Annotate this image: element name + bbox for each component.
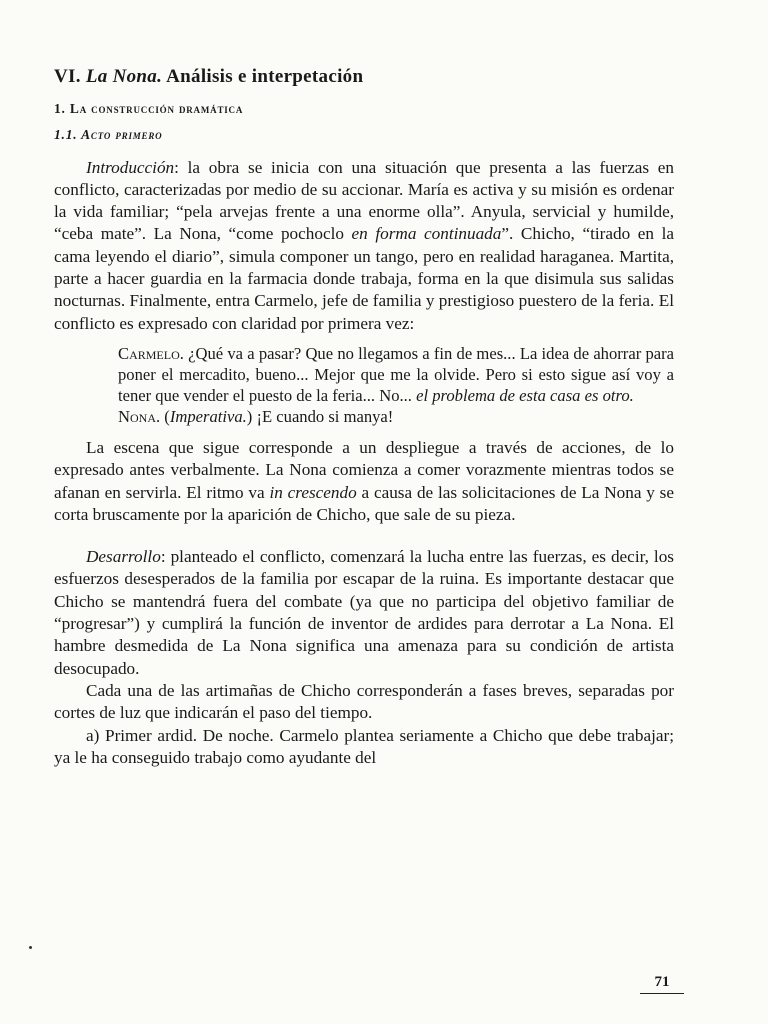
section-title: 1. La construcción dramática bbox=[54, 100, 244, 116]
desarrollo-text: : planteado el conflicto, comenzará la lucha entre las fuerzas, es decir, los esfuerzos desesperados de la familia por escapar de la ruina. Es importante destacar que Chicho se mantendrá fuera del combate (ya que no participa del objetivo familiar de “progresar”) y cumplirá la función de inventor de ardides para derrotar a La Nona. El hambre desmedida de La Nona significa una amenaza para su condición de artista desocupado. bbox=[54, 547, 674, 678]
intro-paragraph bbox=[54, 157, 674, 335]
scene-paragraph bbox=[54, 437, 674, 526]
dialogue-line-carmelo bbox=[118, 343, 674, 406]
chapter-prefix: VI. bbox=[54, 66, 86, 87]
dialogue-line-nona bbox=[118, 406, 674, 427]
margin-dot bbox=[29, 946, 32, 949]
scene-text-italic: in crescendo bbox=[269, 482, 357, 502]
dialogue-quote bbox=[118, 343, 674, 427]
desarrollo-paragraph bbox=[54, 546, 674, 680]
intro-text-b: ”. Chicho, “tirado en la cama leyendo el diario”, simula componer un tango, pero en realidad haraganea. Martita, parte a hacer guardia en la farmacia donde trabaja, forma en la que disimula sus salidas nocturnas. Finalmente, entra Carmelo, jefe de familia y prestigioso puestero de la feria. El conflicto es expresado con claridad por primera vez: bbox=[54, 224, 674, 333]
speaker-nona: Nona. bbox=[118, 406, 161, 426]
intro-label: Introducción bbox=[86, 157, 175, 177]
primer-ardid-paragraph: a) Primer ardid. De noche. Carmelo plantea seriamente a Chicho que debe trabajar; ya le ha conseguido trabajo como ayudante del bbox=[54, 725, 674, 767]
desarrollo-label: Desarrollo bbox=[86, 547, 161, 567]
chapter-title-italic: La Nona. bbox=[85, 66, 163, 87]
scene-text-a: La escena que sigue corresponde a un despliegue a través de acciones, de lo expresado antes verbalmente. La Nona comienza a comer vorazmente mientras todos se afanan en servirla. El ritmo va bbox=[54, 437, 674, 502]
page-number: 71 bbox=[640, 974, 684, 994]
nona-speech-pre: ( bbox=[160, 406, 170, 426]
intro-text-italic: en forma continuada bbox=[351, 224, 502, 244]
speaker-carmelo: Carmelo. bbox=[118, 343, 184, 363]
carmelo-speech: ¿Qué va a pasar? Que no llegamos a fin de mes... La idea de ahorrar para poner el mercadito, bueno... Mejor que me la olvide. Pero si esto sigue así voy a tener que vender el puesto de la feria... No... bbox=[118, 343, 674, 405]
artimanas-paragraph: Cada una de las artimañas de Chicho corresponderán a fases breves, separadas por cortes de luz que indicarán el paso del tiempo. bbox=[54, 680, 674, 723]
chapter-title bbox=[54, 64, 674, 91]
scene-text-b: a causa de las solicitaciones de La Nona y se corta bruscamente por la aparición de Chicho, que sale de su pieza. bbox=[54, 482, 674, 524]
nona-stage-direction: Imperativa. bbox=[169, 406, 247, 426]
page-body bbox=[54, 64, 674, 769]
subsection-title: 1.1. Acto primero bbox=[54, 126, 163, 142]
nona-speech-post: ) ¡E cuando si manya! bbox=[246, 406, 394, 426]
carmelo-speech-italic: el problema de esta casa es otro. bbox=[416, 385, 634, 405]
intro-text-a: : la obra se inicia con una situación que presenta a las fuerzas en conflicto, caracterizadas por medio de su accionar. María es activa y su misión es ordenar la vida familiar; “pela arvejas frente a una enorme olla”. Anyula, servicial y humilde, “ceba mate”. La Nona, “come pochoclo bbox=[54, 157, 674, 244]
chapter-title-rest: Análisis e interpetación bbox=[162, 66, 364, 87]
paragraph-gap bbox=[54, 526, 674, 546]
